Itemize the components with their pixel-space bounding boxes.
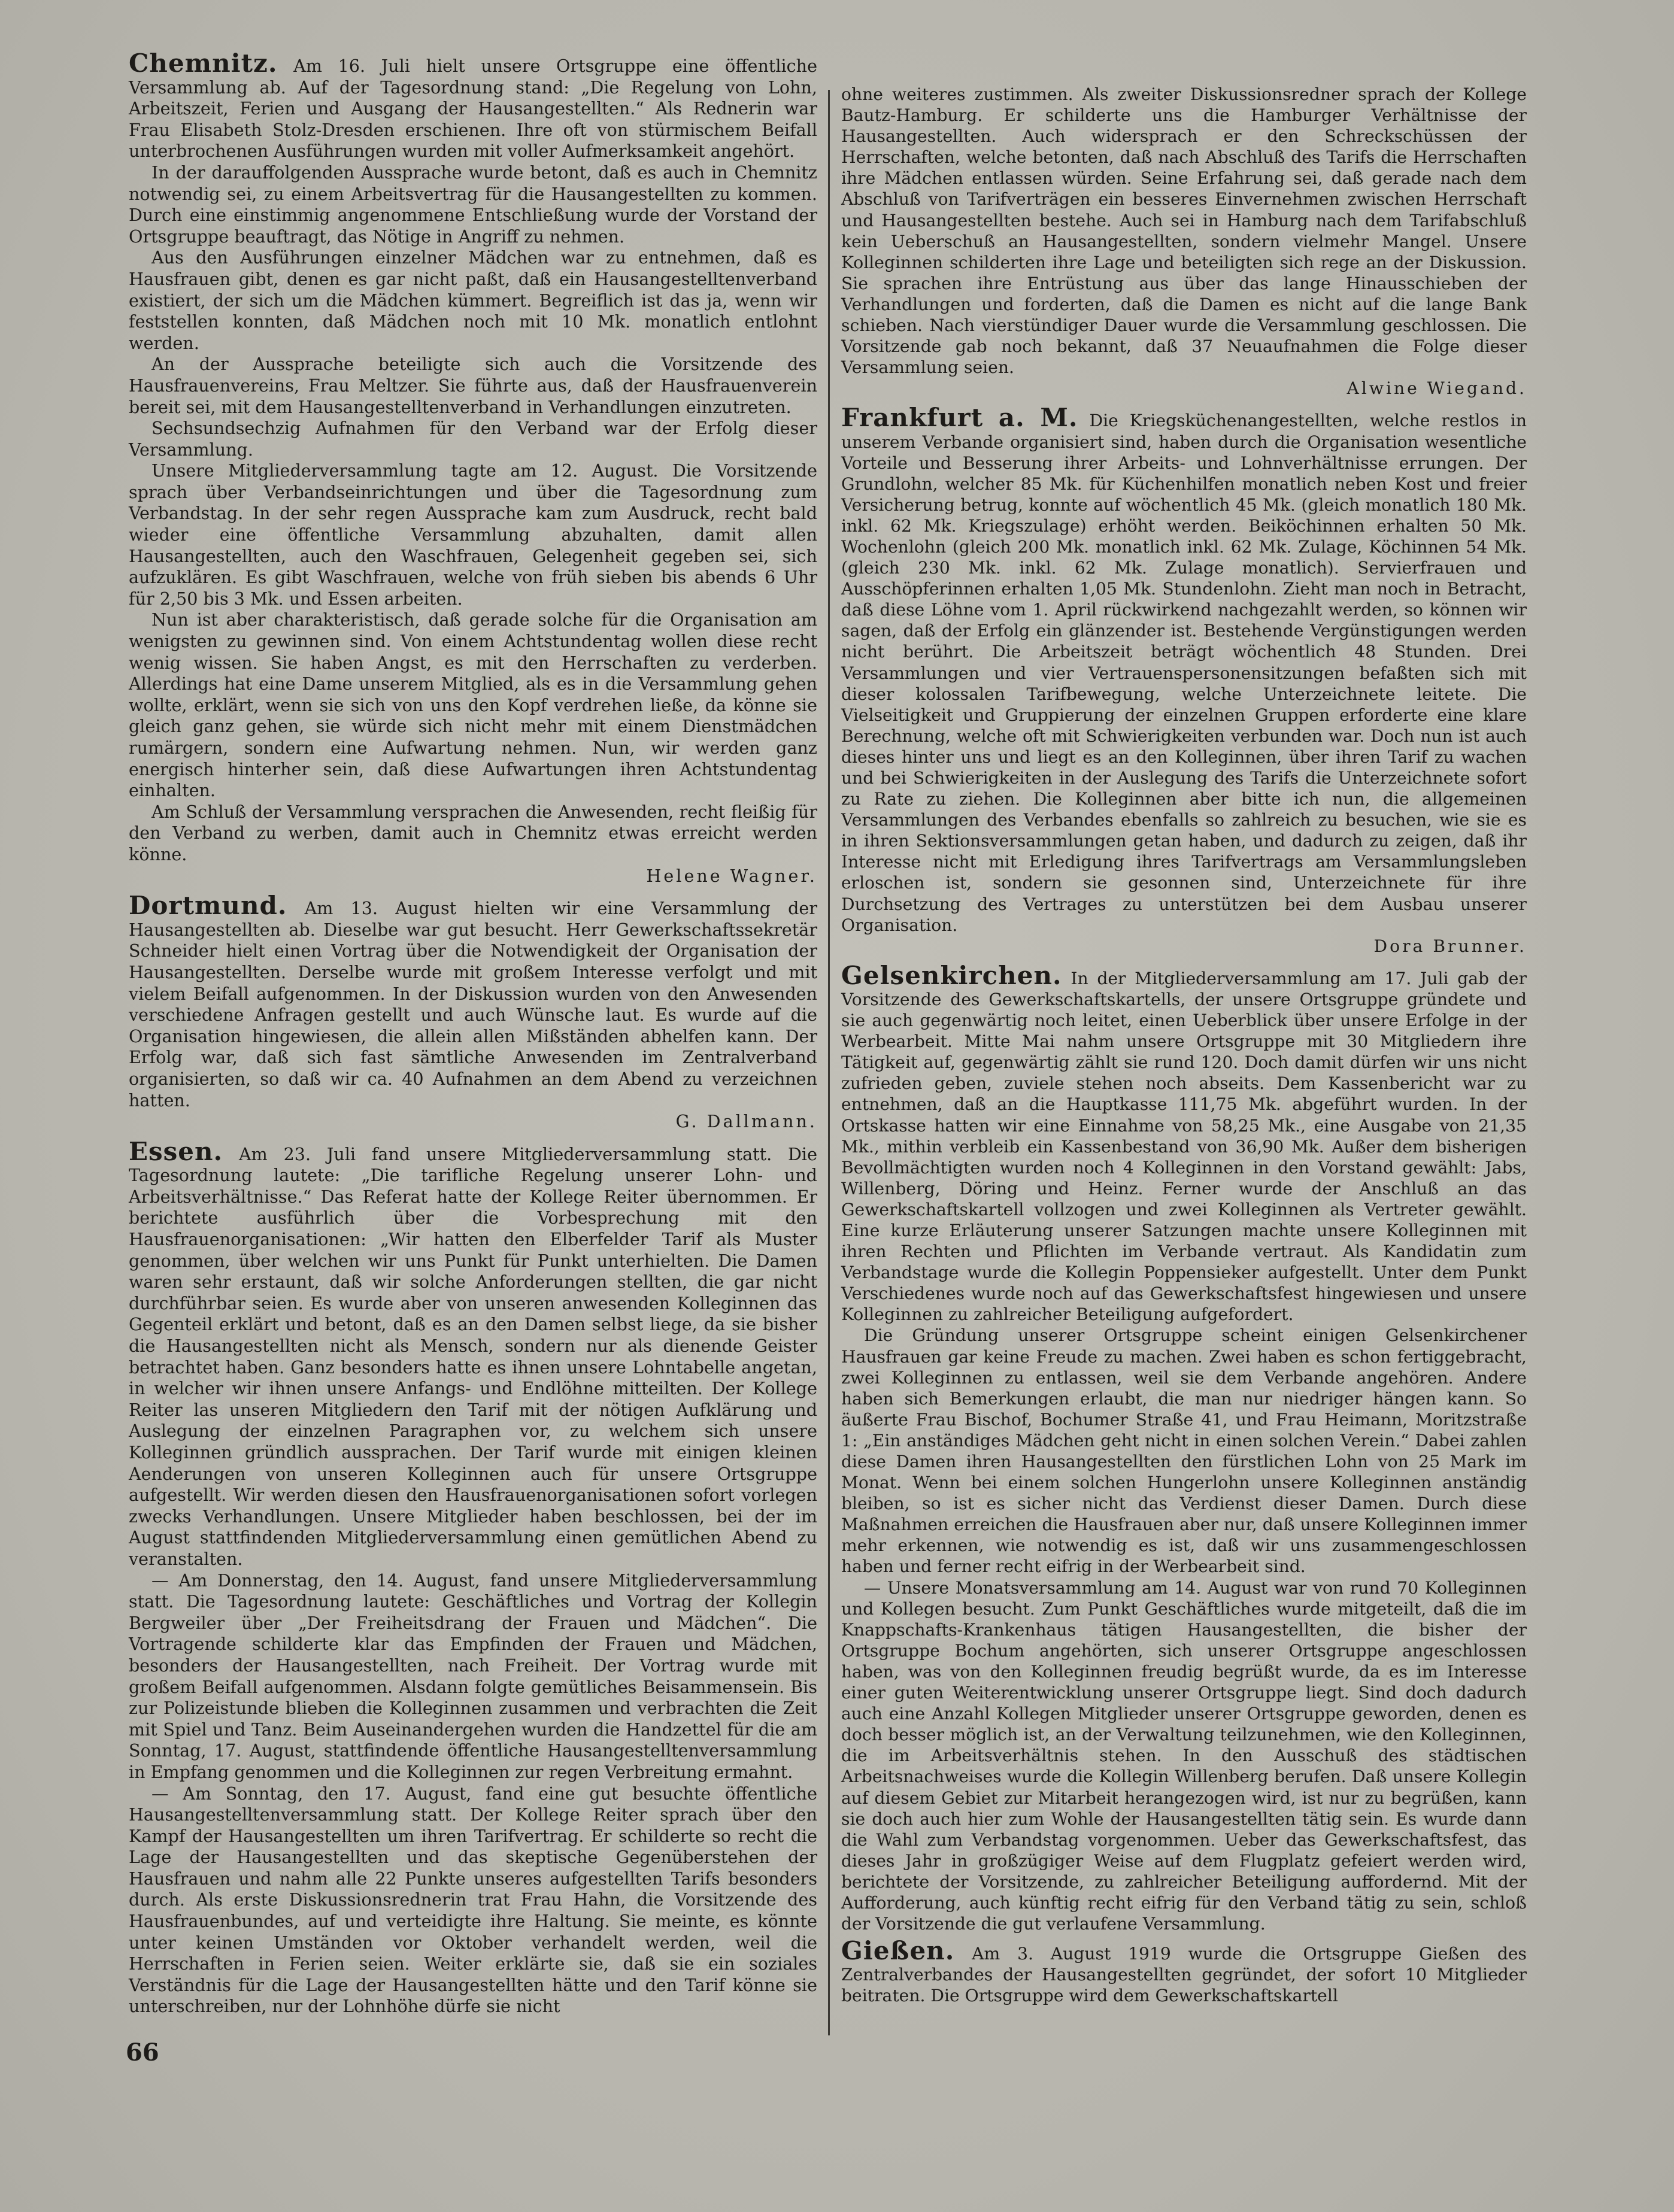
signature: Dora Brunner.: [1373, 936, 1527, 956]
left-column: [129, 48, 817, 2023]
paragraph: ohne weiteres zustimmen. Als zweiter Diskussionsredner sprach der Kollege Bautz-Hamburg. Er schilderte uns die Hamburger Verhältnisse der Hausangestellten. Auch widersprach er den Schreckschüssen der Herrschaften, welche betonten, daß nach Abschluß des Tarifs die Herrschaften ihre Mädchen entlassen würden. Seine Erfahrung sei, daß gerade nach dem Abschluß von Tarifverträgen ein besseres Einvernehmen zwischen Herrschaft und Hausangestellten bestehe. Auch sei in Hamburg nach dem Tarifabschluß kein Ueberschuß an Hausangestellten, sondern vielmehr Mangel. Unsere Kolleginnen schilderten ihre Lage und beteiligten sich rege an der Diskussion. Sie sprachen ihre Entrüstung aus über das lange Hinausschieben der Verhandlungen und forderten, daß die Damen es nicht auf die lange Bank schieben. Nach vierstündiger Dauer wurde die Versammlung geschlossen. Die Vorsitzende gab noch bekannt, daß 37 Neuaufnahmen die Folge dieser Versammlung seien.: [841, 84, 1527, 378]
signature: Helene Wagner.: [646, 865, 817, 886]
signature: G. Dallmann.: [675, 1111, 817, 1132]
text: Am 16. Juli hielt unsere Ortsgruppe eine öffentliche Versammlung ab. Auf der Tagesordnung stand: „Die Regelung von Lohn, Arbeitszeit, Ferien und Ausgang der Hausangestellten.“ Als Rednerin war Frau Elisabeth Stolz-Dresden erschienen. Ihre oft von stürmischem Beifall unterbrochenen Ausführungen wurden mit voller Aufmerksamkeit angehört.: [129, 56, 817, 162]
section-frankfurt: [841, 403, 1527, 956]
paragraph: [129, 891, 817, 1111]
paragraph: — Am Donnerstag, den 14. August, fand unsere Mitgliederversammlung statt. Die Tagesordnung lautete: Geschäftliches und Vortrag der Kollegin Bergweiler über „Der Freiheitsdrang der Frauen und Mädchen“. Die Vortragende schilderte klar das Empfinden der Frauen und Mädchen, besonders der Hausangestellten, nach Freiheit. Der Vortrag wurde mit großem Beifall aufgenommen. Alsdann folgte gemütliches Beisammensein. Bis zur Polizeistunde blieben die Kolleginnen zusammen und verbrachten die Zeit mit Spiel und Tanz. Beim Auseinandergehen wurden die Handzettel für die am Sonntag, 17. August, stattfindende öffentliche Hausangestelltenversammlung in Empfang genommen und die Kolleginnen zur regen Verbreitung ermahnt.: [129, 1570, 817, 1782]
city-heading-giessen: Gießen.: [841, 1936, 955, 1966]
page-number: 66: [126, 2038, 159, 2067]
paragraph: Die Gründung unserer Ortsgruppe scheint einigen Gelsenkirchener Hausfrauen gar keine Freude zu machen. Zwei haben es schon fertiggebracht, zwei Kolleginnen zu entlassen, weil sie dem Verbande angehören. Andere haben sich Bemerkungen erlaubt, die man nur niedriger hängen kann. So äußerte Frau Bischof, Bochumer Straße 41, und Frau Heimann, Moritzstraße 1: „Ein anständiges Mädchen geht nicht in einen solchen Verein.“ Dabei zahlen diese Damen ihren Hausangestellten den fürstlichen Lohn von 25 Mark im Monat. Wenn bei einem solchen Hungerlohn unsere Kolleginnen anständig bleiben, so ist es sicher nicht das Verdienst dieser Damen. Durch diese Maßnahmen erreichen die Hausfrauen aber nur, daß unsere Kolleginnen immer mehr erkennen, wie notwendig es ist, daß wir uns zusammengeschlossen haben und ferner recht eifrig in der Werbearbeit sind.: [841, 1325, 1527, 1577]
paragraph: An der Aussprache beteiligte sich auch die Vorsitzende des Hausfrauenvereins, Frau Meltzer. Sie führte aus, daß der Hausfrauenverein bereit sei, mit dem Hausangestelltenverband in Verhandlungen einzutreten.: [129, 354, 817, 417]
text: Am 23. Juli fand unsere Mitgliederversammlung statt. Die Tagesordnung lautete: „Die tarifliche Regelung unserer Lohn- und Arbeitsverhältnisse.“ Das Referat hatte der Kollege Reiter übernommen. Er berichtete ausführlich über die Vorbesprechung mit den Hausfrauenorganisationen: „Wir hatten den Elberfelder Tarif als Muster genommen, über welchen wir uns Punkt für Punkt unterhielten. Die Damen waren sehr erstaunt, daß wir solche Anforderungen stellten, die gar nicht durchführbar seien. Es wurde aber von unseren anwesenden Kolleginnen das Gegenteil erklärt und betont, daß es an den Damen selbst liege, da sie bisher die Hausangestellten nicht als Mensch, sondern nur als dienende Geister betrachtet haben. Ganz besonders hatte es ihnen unsere Lohntabelle angetan, in welcher wir ihnen unsere Anfangs- und Endlöhne mitteilten. Der Kollege Reiter las unseren Mitgliedern den Tarif mit der nötigen Aufklärung und Auslegung der einzelnen Paragraphen vor, zu welchem sich unsere Kolleginnen gründlich aussprachen. Der Tarif wurde mit einigen kleinen Aenderungen von unseren Kolleginnen auch für unsere Ortsgruppe aufgestellt. Wir werden diesen den Hausfrauenorganisationen sofort vorlegen zwecks Verhandlungen. Unsere Mitglieder haben beschlossen, bei der im August stattfindenden Mitgliederversammlung einen gemütlichen Abend zu veranstalten.: [129, 1143, 817, 1569]
paragraph: Unsere Mitgliederversammlung tagte am 12. August. Die Vorsitzende sprach über Verbandseinrichtungen und über die Tagesordnung zum Verbandstag. In der sehr regen Aussprache kam zum Ausdruck, recht bald wieder eine öffentliche Versammlung abzuhalten, damit allen Hausangestellten, auch den Waschfrauen, Gelegenheit gegeben sei, sich aufzuklären. Es gibt Waschfrauen, welche von früh sieben bis abends 6 Uhr für 2,50 bis 3 Mk. und Essen arbeiten.: [129, 460, 817, 609]
section-hamburg-continued: [841, 84, 1527, 399]
city-heading-gelsenkirchen: Gelsenkirchen.: [841, 960, 1062, 990]
paragraph: — Unsere Monatsversammlung am 14. August war von rund 70 Kolleginnen und Kollegen besucht. Zum Punkt Geschäftliches wurde mitgeteilt, daß die im Knappschafts-Krankenhaus tätigen Hausangestellten, die bisher der Ortsgruppe Bochum angehörten, sich unserer Ortsgruppe angeschlossen haben, was von den Kolleginnen freudig begrüßt wurde, da es im Interesse einer guten Weiterentwicklung unserer Ortsgruppe liegt. Sind doch dadurch auch eine Anzahl Kollegen Mitglieder unserer Ortsgruppe geworden, denen es doch besser möglich ist, an der Verwaltung teilzunehmen, wie den Kolleginnen, die im Arbeitsverhältnis stehen. In den Ausschuß des städtischen Arbeitsnachweises wurde die Kollegin Willenberg berufen. Daß unsere Kollegin auf diesem Gebiet zur Mitarbeit herangezogen wird, ist nur zu begrüßen, kann sie doch auch hier zum Wohle der Hausangestellten tätig sein. Es wurde dann die Wahl zum Verbandstag vorgenommen. Ueber das Gewerkschaftsfest, das dieses Jahr in großzügiger Weise auf dem Flugplatz gefeiert werden wird, berichtete der Vorsitzende, zu zahlreicher Beteiligung auffordernd. Mit der Aufforderung, auch künftig recht eifrig für den Verband tätig zu sein, schloß der Vorsitzende die gut verlaufene Versammlung.: [841, 1577, 1527, 1934]
signature: Alwine Wiegand.: [1347, 378, 1527, 399]
text: In der Mitgliederversammlung am 17. Juli gab der Vorsitzende des Gewerkschaftskartells, der unsere Ortsgruppe gründete und sie auch gegenwärtig noch leitet, einen Ueberblick über unsere Erfolge in der Werbearbeit. Mitte Mai nahm unsere Ortsgruppe mit 30 Mitgliedern ihre Tätigkeit auf, gegenwärtig zählt sie rund 120. Doch damit dürfen wir uns nicht zufrieden geben, zuviele stehen noch abseits. Dem Kassenbericht war zu entnehmen, daß an die Hauptkasse 111,75 Mk. abgeführt wurden. In der Ortskasse hatten wir eine Einnahme von 58,25 Mk., eine Ausgabe von 21,35 Mk., mithin verbleib ein Kassenbestand von 36,90 Mk. Außer dem bisherigen Bevollmächtigten wurden noch 4 Kolleginnen in den Vorstand gewählt: Jabs, Willenberg, Döring und Heinz. Ferner wurde der Anschluß an das Gewerkschaftskartell vollzogen und zwei Kolleginnen als Vertreter gewählt. Eine kurze Erläuterung unserer Satzungen machte unsere Kolleginnen mit ihren Rechten und Pflichten im Verbande vertraut. Als Kandidatin zum Verbandstage wurde die Kollegin Poppensieker aufgestellt. Unter dem Punkt Verschiedenes wurde noch auf das Gewerkschaftsfest hingewiesen und unsere Kolleginnen zu zahlreicher Beteiligung aufgefordert.: [841, 968, 1527, 1325]
city-heading-chemnitz: Chemnitz.: [129, 48, 278, 78]
section-dortmund: [129, 891, 817, 1133]
paragraph: Sechsundsechzig Aufnahmen für den Verband war der Erfolg dieser Versammlung.: [129, 418, 817, 460]
paragraph: Am Schluß der Versammlung versprachen die Anwesenden, recht fleißig für den Verband zu werben, damit auch in Chemnitz etwas erreicht werden könne.: [129, 801, 817, 864]
city-heading-frankfurt: Frankfurt a. M.: [841, 403, 1078, 433]
text: Am 3. August 1919 wurde die Ortsgruppe Gießen des Zentralverbandes der Hausangestellten gegründet, der sofort 10 Mitglieder beitraten. Die Ortsgruppe wird dem Gewerkschaftskartell: [841, 1944, 1527, 2006]
paragraph: Aus den Ausführungen einzelner Mädchen war zu entnehmen, daß es Hausfrauen gibt, denen es gar nicht paßt, daß ein Hausangestelltenverband existiert, der sich um die Mädchen kümmert. Begreiflich ist das ja, wenn wir feststellen konnten, daß Mädchen noch mit 10 Mk. monatlich entlohnt werden.: [129, 247, 817, 353]
right-column: [841, 84, 1527, 2012]
text: Am 13. August hielten wir eine Versammlung der Hausangestellten ab. Dieselbe war gut besucht. Herr Gewerkschaftssekretär Schneider hielt einen Vortrag über die Notwendigkeit der Organisation der Hausangestellten. Derselbe wurde mit großem Interesse verfolgt und mit vielem Beifall aufgenommen. In der Diskussion wurden von den Anwesenden verschiedene Anfragen gestellt und auch Wünsche laut. Es wurde auf die Organisation hingewiesen, die allein allen Mißständen abhelfen kann. Der Erfolg war, daß sich fast sämtliche Anwesenden im Zentralverband organisierten, so daß wir ca. 40 Aufnahmen an dem Abend zu verzeichnen hatten.: [129, 898, 817, 1110]
paragraph: Nun ist aber charakteristisch, daß gerade solche für die Organisation am wenigsten zu gewinnen sind. Von einem Achtstundentag wollen diese recht wenig wissen. Sie haben Angst, es mit den Herrschaften zu verderben. Allerdings hat eine Dame unserem Mitglied, als es in die Versammlung gehen wollte, erklärt, wenn sie sich von uns den Kopf verdrehen ließe, da könne sie gleich ganz gehen, sie würde sich nicht mehr mit einem Dienstmädchen rumärgern, sondern eine Aufwartung nehmen. Nun, wir werden ganz energisch hinterher sein, daß diese Aufwartungen ihren Achtstundentag einhalten.: [129, 609, 817, 801]
paragraph: [841, 1936, 1527, 2006]
paragraph: [841, 403, 1527, 935]
paragraph: In der darauffolgenden Aussprache wurde betont, daß es auch in Chemnitz notwendig sei, zu einem Arbeitsvertrag für die Hausangestellten zu kommen. Durch eine einstimmig angenommene Entschließung wurde der Vorstand der Ortsgruppe beauftragt, das Nötige in Angriff zu nehmen.: [129, 162, 817, 247]
paragraph: — Am Sonntag, den 17. August, fand eine gut besuchte öffentliche Hausangestelltenversammlung statt. Der Kollege Reiter sprach über den Kampf der Hausangestellten um ihren Tarifvertrag. Er schilderte so recht die Lage der Hausangestellten und das skeptische Gegenüberstehen der Hausfrauen und nahm alle 22 Punkte unseres aufgestellten Tarifs besonders durch. Als erste Diskussionsrednerin trat Frau Hahn, die Vorsitzende des Hausfrauenbundes, auf und verteidigte ihre Haltung. Sie meinte, es könnte unter keinen Umständen vor Oktober verhandelt werden, weil die Herrschaften in Ferien seien. Weiter erklärte sie, daß sie ein soziales Verständnis für die Lage der Hausangestellten hätte und den Tarif könne sie unterschreiben, nur der Lohnhöhe dürfe sie nicht: [129, 1783, 817, 2017]
section-gelsenkirchen: [841, 960, 1527, 1934]
section-chemnitz: [129, 48, 817, 887]
paragraph: [129, 48, 817, 162]
column-divider: [828, 90, 830, 2035]
city-heading-essen: Essen.: [129, 1136, 223, 1166]
city-heading-dortmund: Dortmund.: [129, 891, 287, 921]
paragraph: [841, 960, 1527, 1325]
paragraph: [129, 1136, 817, 1570]
section-essen: [129, 1136, 817, 2017]
text: Die Kriegsküchenangestellten, welche restlos in unserem Verbande organisiert sind, haben durch die Organisation wesentliche Vorteile und Besserung ihrer Arbeits- und Lohnverhältnisse errungen. Der Grundlohn, welcher 85 Mk. für Küchenhilfen monatlich neben Kost und freier Versicherung betrug, konnte auf wöchentlich 45 Mk. (gleich monatlich 180 Mk. inkl. 62 Mk. Kriegszulage) erhöht werden. Beiköchinnen erhalten 50 Mk. Wochenlohn (gleich 200 Mk. monatlich inkl. 62 Mk. Zulage, Köchinnen 54 Mk. (gleich 230 Mk. inkl. 62 Mk. Zulage monatlich). Servierfrauen und Ausschöpferinnen erhalten 1,05 Mk. Stundenlohn. Zieht man noch in Betracht, daß diese Löhne vom 1. April rückwirkend nachgezahlt werden, so können wir sagen, daß der Erfolg ein glänzender ist. Bestehende Vergünstigungen werden nicht berührt. Die Arbeitszeit beträgt wöchentlich 48 Stunden. Drei Versammlungen und vier Vertrauenspersonensitzungen befaßten sich mit dieser kolossalen Tarifbewegung, welche Unterzeichnete leitete. Die Vielseitigkeit und Gruppierung der einzelnen Gruppen erforderte eine klare Berechnung, welche oft mit Schwierigkeiten verbunden war. Doch nun ist auch dieses hinter uns und liegt es an den Kolleginnen, über ihren Tarif zu wachen und bei Schwierigkeiten in der Auslegung des Tarifs die Unterzeichnete sofort zu Rate zu ziehen. Die Kolleginnen aber bitte ich nun, die allgemeinen Versammlungen des Verbandes ebenfalls so zahlreich zu besuchen, wie sie es in ihren Sektionsversammlungen getan haben, und dadurch zu zeigen, daß ihr Interesse nicht mit Erledigung ihres Tarifvertrags am Versammlungsleben erloschen ist, sondern sie gesonnen sind, Unterzeichnete für ihre Durchsetzung des Vertrages zu unterstützen bei dem Ausbau unserer Organisation.: [841, 411, 1527, 935]
section-giessen: [841, 1936, 1527, 2006]
